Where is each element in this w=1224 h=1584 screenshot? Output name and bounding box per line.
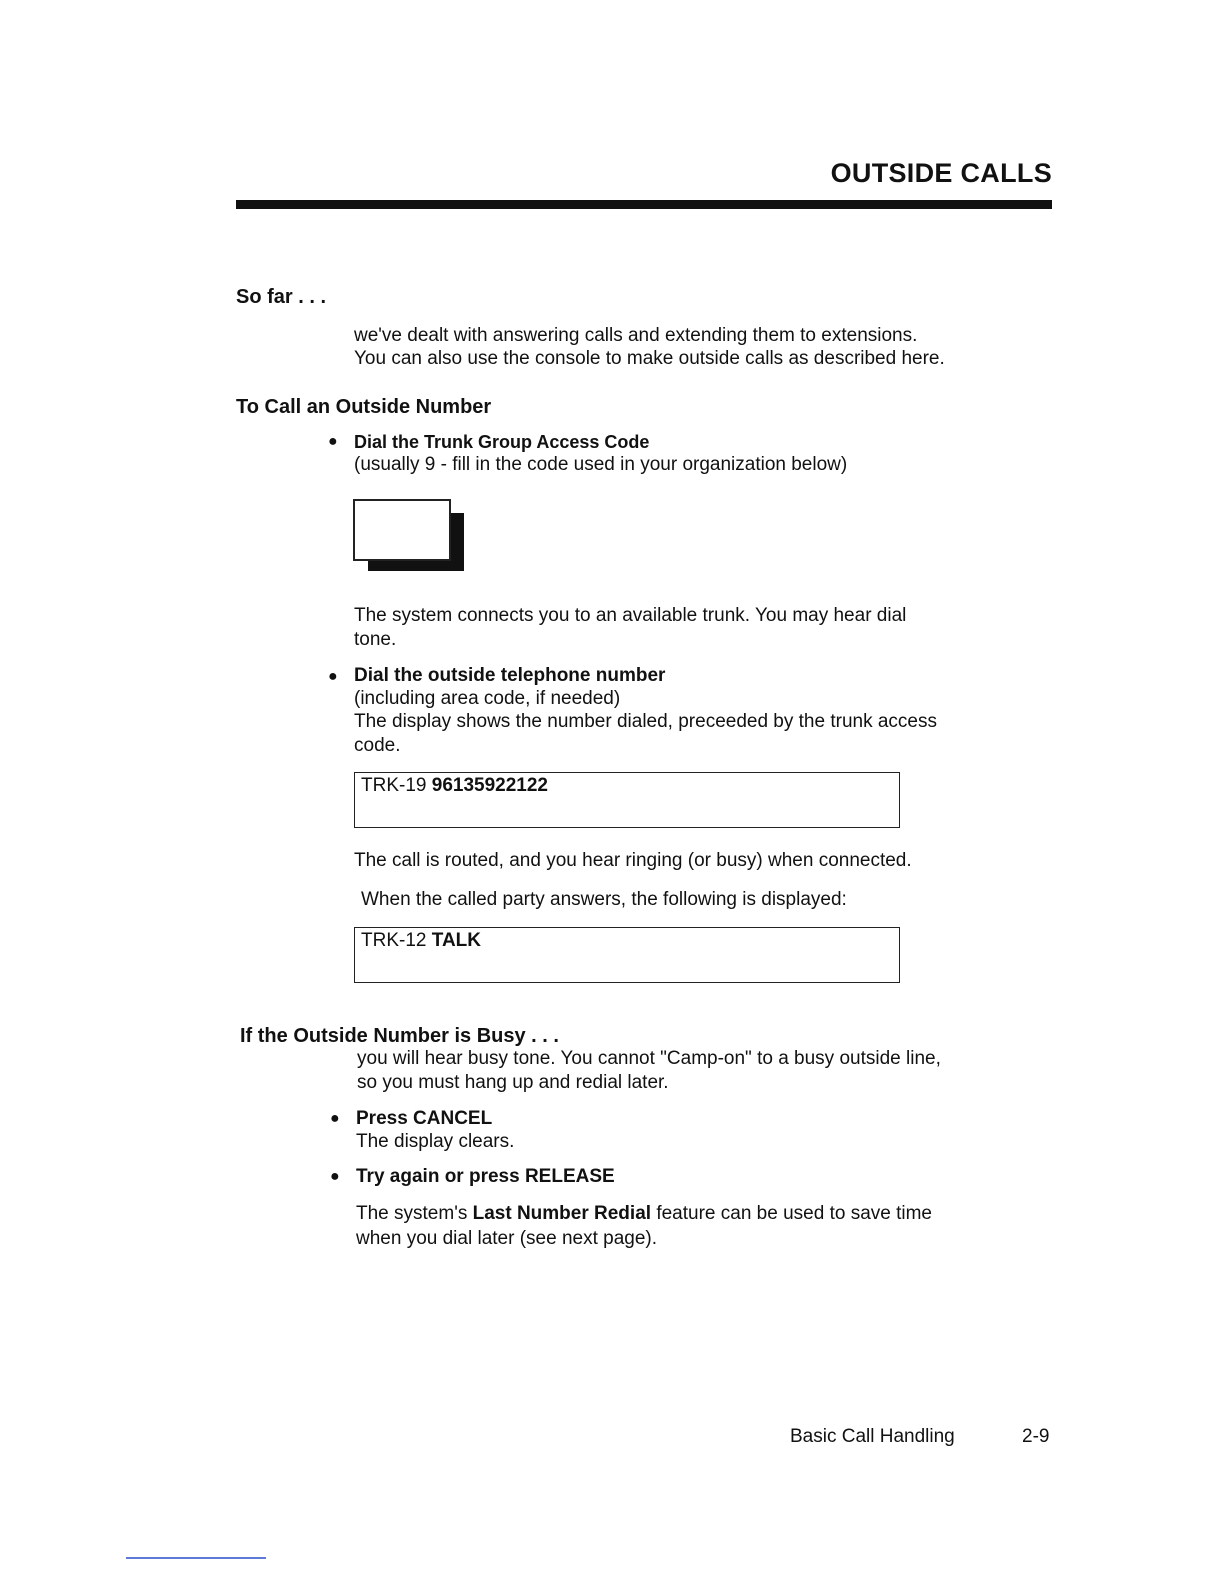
redial-tip-pre: The system's (356, 1203, 468, 1224)
redial-tip-post: feature can be used to save time (656, 1203, 932, 1224)
display-talk-status: TALK (431, 930, 481, 951)
title-rule (236, 200, 1052, 209)
busy-line-1: you will hear busy tone. You cannot "Camp-on" to a busy outside line, (357, 1048, 941, 1069)
bullet-icon: ● (328, 433, 338, 450)
step-dial-trunk-after-1: The system connects you to an available trunk. You may hear dial (354, 605, 907, 626)
intro-line-2: You can also use the console to make outside calls as described here. (354, 348, 945, 369)
step-dial-number-desc-1: The display shows the number dialed, preceeded by the trunk access (354, 711, 937, 732)
busy-line-2: so you must hang up and redial later. (357, 1072, 669, 1093)
call-outside-heading: To Call an Outside Number (236, 396, 492, 418)
code-entry-box (353, 499, 451, 561)
answered-text: When the called party answers, the following is displayed: (361, 889, 847, 910)
step-dial-number-desc-2: code. (354, 735, 401, 756)
redial-tip-line-1 (356, 1202, 1058, 1226)
step-dial-number-note: (including area code, if needed) (354, 688, 621, 709)
intro-line-1: we've dealt with answering calls and extending them to extensions. (354, 325, 918, 346)
step-dial-trunk-after-2: tone. (354, 629, 397, 650)
redial-tip-line-2: when you dial later (see next page). (356, 1228, 658, 1249)
display-panel-talk (354, 927, 900, 983)
footer-page-number: 2-9 (1022, 1426, 1050, 1447)
bullet-icon: ● (330, 1168, 340, 1185)
routed-text: The call is routed, and you hear ringing (or busy) when connected. (354, 850, 912, 871)
display-trunk-label: TRK-12 (361, 930, 427, 951)
step-press-cancel-title: Press CANCEL (356, 1108, 493, 1129)
page-title: OUTSIDE CALLS (830, 158, 1052, 188)
display-panel-dialed (354, 772, 900, 828)
step-press-cancel-note: The display clears. (356, 1131, 515, 1152)
display-dialed-number: 96135922122 (431, 775, 548, 796)
bullet-icon: ● (328, 668, 338, 685)
bullet-icon: ● (330, 1110, 340, 1127)
redial-tip-feature: Last Number Redial (472, 1203, 652, 1224)
display-trunk-label: TRK-19 (361, 775, 427, 796)
step-dial-number-title: Dial the outside telephone number (354, 665, 666, 686)
footer-section: Basic Call Handling (790, 1426, 955, 1447)
busy-heading: If the Outside Number is Busy . . . (240, 1025, 559, 1047)
step-try-again-title: Try again or press RELEASE (356, 1166, 615, 1187)
step-dial-trunk-title: Dial the Trunk Group Access Code (354, 432, 650, 452)
scan-artifact-line (126, 1557, 266, 1559)
intro-heading: So far . . . (236, 286, 327, 308)
step-dial-trunk-note: (usually 9 - fill in the code used in your organization below) (354, 454, 848, 475)
